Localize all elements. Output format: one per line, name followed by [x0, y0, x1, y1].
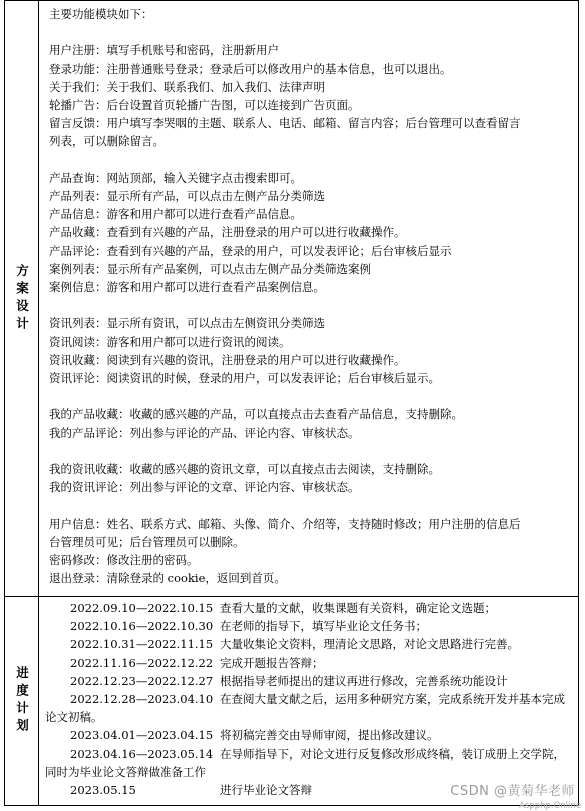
plan-line: 资讯列表：显示所有资讯，可以点击左侧资讯分类筛选: [49, 316, 325, 331]
progress-text: 根据指导老师提出的建议再进行修改，完善系统功能设计: [220, 673, 508, 688]
plan-line: [49, 387, 574, 405]
plan-line: [49, 296, 574, 314]
plan-line: 列表，可以删除留言。: [49, 134, 164, 149]
progress-date: 2022.12.23—2022.12.27: [70, 673, 214, 688]
plan-line: 案例列表：显示所有产品案例，可以点击左侧产品分类筛选案例: [49, 261, 371, 276]
progress-label-cell: [5, 597, 39, 805]
progress-item: [45, 599, 574, 617]
plan-line: 产品列表：显示所有产品，可以点击左侧产品分类筛选: [49, 189, 325, 203]
plan-line: 产品查询：网站顶部，输入关键字点击搜索即可。: [49, 170, 302, 185]
plan-line: 关于我们：关于我们、联系我们、加入我们、法律声明: [49, 79, 325, 94]
plan-line: [49, 442, 574, 460]
progress-item: [45, 635, 574, 653]
plan-line: [49, 23, 574, 41]
plan-label-cell: [5, 1, 39, 596]
progress-text: 在导师指导下，对论文进行反复修改形成终稿，装订成册上交学院，同时为毕业论文答辩做准备工作: [45, 746, 565, 779]
progress-date: 2022.12.28—2023.04.10: [70, 692, 214, 707]
plan-line: 密码修改：修改注册的密码。: [49, 553, 199, 567]
plan-line: [49, 151, 574, 169]
plan-line: 产品信息：游客和用户都可以进行查看产品信息。: [49, 207, 302, 222]
progress-date: 2023.04.01—2023.04.15: [70, 728, 214, 743]
plan-label: 方案设计: [14, 263, 30, 334]
plan-line: 产品收藏：查看到有兴趣的产品，注册登录的用户可以进行收藏操作。: [49, 225, 406, 240]
plan-line: 我的资讯评论：列出参与评论的文章、评论内容、审核状态。: [49, 480, 360, 495]
plan-line: 轮播广告：后台设置首页轮播广告图，可以连接到广告页面。: [49, 98, 360, 112]
plan-line: [49, 496, 574, 514]
progress-date: 2023.04.16—2023.05.14: [70, 746, 214, 761]
progress-item: [45, 745, 574, 781]
plan-line: 用户信息：姓名、联系方式、邮箱、头像、简介、介绍等，支持随时修改；用户注册的信息后: [49, 516, 521, 531]
plan-line: 主要功能模块如下：: [49, 7, 153, 21]
progress-item: [45, 672, 574, 690]
progress-text: 在老师的指导下，填写毕业论文任务书；: [220, 619, 427, 634]
progress-content: [39, 597, 578, 805]
progress-text: 在查阅大量文献之后，运用多种研究方案，完成系统开发并基本完成论文初稿。: [45, 692, 565, 725]
plan-line: 台管理员可见；后台管理员可以删除。: [49, 534, 245, 549]
progress-text: 完成开题报告答辩；: [220, 655, 324, 670]
plan-line: 我的产品收藏：收藏的感兴趣的产品，可以直接点击去查看产品信息，支持删除。: [49, 407, 463, 422]
plan-line: 留言反馈：用户填写李哭咽的主题、联系人、电话、邮箱、留言内容；后台管理可以查看留言: [49, 116, 521, 131]
progress-text: 大量收集论文资料，理清论文思路，对论文思路进行完善。: [220, 637, 519, 652]
progress-text: 将初稿完善交由导师审阅，提出修改建议。: [220, 728, 439, 743]
plan-content: [39, 1, 578, 596]
progress-item: [45, 617, 574, 635]
plan-line: 退出登录：清除登录的 cookie，返回到首页。: [49, 571, 286, 586]
progress-text: 进行毕业论文答辩: [220, 783, 312, 798]
document-table: [4, 0, 579, 806]
plan-line: 资讯阅读：游客和用户都可以进行资讯的阅读。: [49, 334, 291, 349]
progress-date: 2022.09.10—2022.10.15: [70, 601, 214, 615]
plan-line: 资讯评论：阅读资讯的时候，登录的用户，可以发表评论；后台审核后显示。: [49, 371, 440, 386]
progress-date: 2022.10.31—2022.11.15: [70, 637, 214, 652]
progress-date: 2022.11.16—2022.12.22: [70, 655, 214, 670]
plan-line: 产品评论：查看到有兴趣的产品，登录的用户，可以发表评论；后台审核后显示: [49, 243, 452, 258]
plan-line: 资讯收藏：阅读到有兴趣的资讯，注册登录的用户可以进行收藏操作。: [49, 352, 406, 367]
progress-label: 进度计划: [14, 666, 30, 736]
progress-date: 2023.05.15: [70, 783, 136, 798]
progress-row: [5, 597, 578, 805]
watermark: CSDN @黄菊华老师: [450, 784, 575, 799]
plan-line: 用户注册：填写手机账号和密码，注册新用户: [49, 43, 279, 58]
progress-item: [45, 726, 574, 744]
progress-item: [45, 690, 574, 726]
plan-row: [5, 1, 578, 597]
plan-line: 案例信息：游客和用户都可以进行查看产品案例信息。: [49, 280, 325, 295]
progress-text: 查看大量的文献，收集课题有关资料，确定论文选题；: [220, 601, 496, 615]
progress-item: [45, 654, 574, 672]
progress-date: 2022.10.16—2022.10.30: [70, 619, 214, 634]
plan-line: 我的资讯收藏：收藏的感兴趣的资讯文章，可以直接点击去阅读，支持删除。: [49, 462, 440, 476]
watermark-sub: Aspphp.Online: [519, 801, 581, 811]
plan-line: 我的产品评论：列出参与评论的产品、评论内容、审核状态。: [49, 425, 360, 440]
plan-line: 登录功能：注册普通账号登录；登录后可以修改用户的基本信息，也可以退出。: [49, 61, 452, 76]
